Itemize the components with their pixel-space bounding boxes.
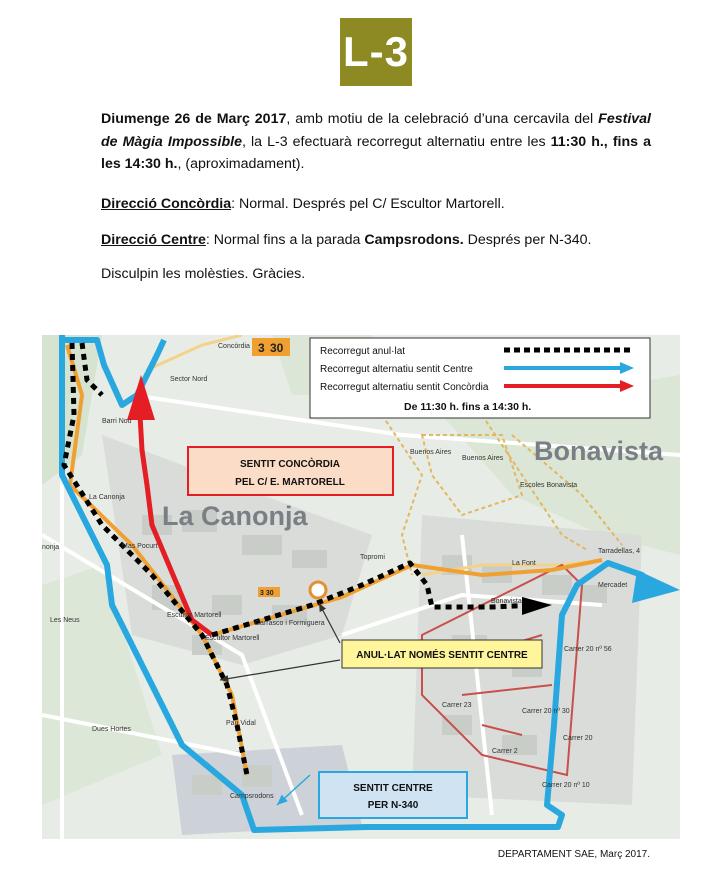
callout-centre-line2: PER N-340 — [367, 800, 419, 811]
direction-centre-label: Direcció Centre — [101, 232, 206, 248]
notice-text-2: , la L-3 efectuarà recorregut alternatiu entre les — [242, 133, 551, 150]
bonavista-label: Bonavista — [534, 436, 664, 466]
notice-date: Diumenge 26 de Març 2017 — [101, 111, 287, 127]
legend-alt-centre: Recorregut alternatiu sentit Centre — [320, 364, 473, 375]
label-carrer-20-10: Carrer 20 nº 10 — [542, 782, 590, 789]
label-mercadet: Mercadet — [598, 582, 628, 589]
line-30-label: 30 — [270, 341, 284, 355]
label-buenos-aires-b: Buenos Aires — [462, 455, 504, 462]
label-barri-nou: Barri Nou — [102, 418, 132, 425]
label-la-font: La Font — [512, 560, 536, 567]
label-carrer-20-30: Carrer 20 nº 30 — [522, 708, 570, 715]
direction-centre-stop: Campsrodons. — [364, 232, 464, 248]
notice-text-3: , (aproximadament). — [177, 156, 305, 172]
label-escultor-martorell-a: Escultor Martorell — [167, 612, 222, 619]
legend-alt-concordia: Recorregut alternatiu sentit Concòrdia — [320, 382, 489, 393]
notice-text-1: , amb motiu de la celebració d’una cercavila del — [286, 111, 599, 127]
callout-concordia — [188, 447, 393, 495]
label-left-edge: nonja — [42, 544, 60, 551]
callout-centre-line1: SENTIT CENTRE — [353, 783, 433, 794]
label-la-canonja-stop: La Canonja — [89, 494, 125, 501]
notice-paragraph — [101, 108, 651, 176]
label-dues-hortes: Dues Hortes — [92, 726, 131, 733]
festival-name: Festival de Màgia Impossible — [101, 111, 651, 150]
label-concordia: Concòrdia — [218, 343, 250, 350]
callout-concordia-line1: SENTIT CONCÒRDIA — [240, 459, 340, 470]
legend-cancelled: Recorregut anul·lat — [320, 346, 406, 357]
label-escultor-martorell-b: Escultor Martorell — [205, 635, 260, 642]
label-topromi: Topromi — [360, 554, 385, 561]
la-canonja-label: La Canonja — [162, 501, 308, 531]
footer-credit: DEPARTAMENT SAE, Març 2017. — [497, 849, 650, 860]
label-bonavista-stop: Bonavista — [491, 598, 522, 605]
label-carrer-20-56: Carrer 20 nº 56 — [564, 646, 612, 653]
label-pau-vidal: Pau Vidal — [226, 720, 256, 727]
notice-time: 11:30 h., fins a les 14:30 h. — [101, 133, 651, 172]
direction-concordia-label: Direcció Concòrdia — [101, 196, 232, 212]
label-sector-nord: Sector Nord — [170, 376, 208, 383]
label-buenos-aires-a: Buenos Aires — [410, 449, 452, 456]
direction-concordia — [101, 193, 651, 216]
direction-concordia-text: : Normal. Després pel C/ Escultor Martorell. — [231, 196, 505, 212]
direction-centre-text-2: Després per N-340. — [463, 232, 592, 248]
label-carrer-20: Carrer 20 — [563, 735, 593, 742]
label-campsrodons: Campsrodons — [230, 793, 274, 800]
callout-cancelled-text: ANUL·LAT NOMÉS SENTIT CENTRE — [356, 650, 528, 661]
label-mas-pocurt: Mas Pocurt — [122, 543, 158, 550]
line-badge: L-3 — [340, 18, 412, 86]
label-carrer-23: Carrer 23 — [442, 702, 472, 709]
direction-centre — [101, 229, 651, 252]
label-les-neus: Les Neus — [50, 617, 80, 624]
legend-schedule: De 11:30 h. fins a 14:30 h. — [404, 401, 532, 413]
line-3-label: 3 — [258, 341, 265, 355]
callout-concordia-line2: PEL C/ E. MARTORELL — [235, 477, 345, 488]
label-carrer-2: Carrer 2 — [492, 748, 518, 755]
label-carrasco: Carrasco i Formiguera — [255, 620, 325, 627]
label-tarradellas: Tarradellas, 4 — [598, 548, 641, 555]
map-legend — [310, 338, 650, 418]
stop-330-label: 3 30 — [260, 590, 274, 597]
apology-text: Disculpin les molèsties. Gràcies. — [101, 266, 306, 282]
direction-centre-text: : Normal fins a la parada — [205, 232, 365, 248]
label-escoles-bonavista: Escoles Bonavista — [520, 482, 578, 489]
route-map — [42, 335, 680, 839]
